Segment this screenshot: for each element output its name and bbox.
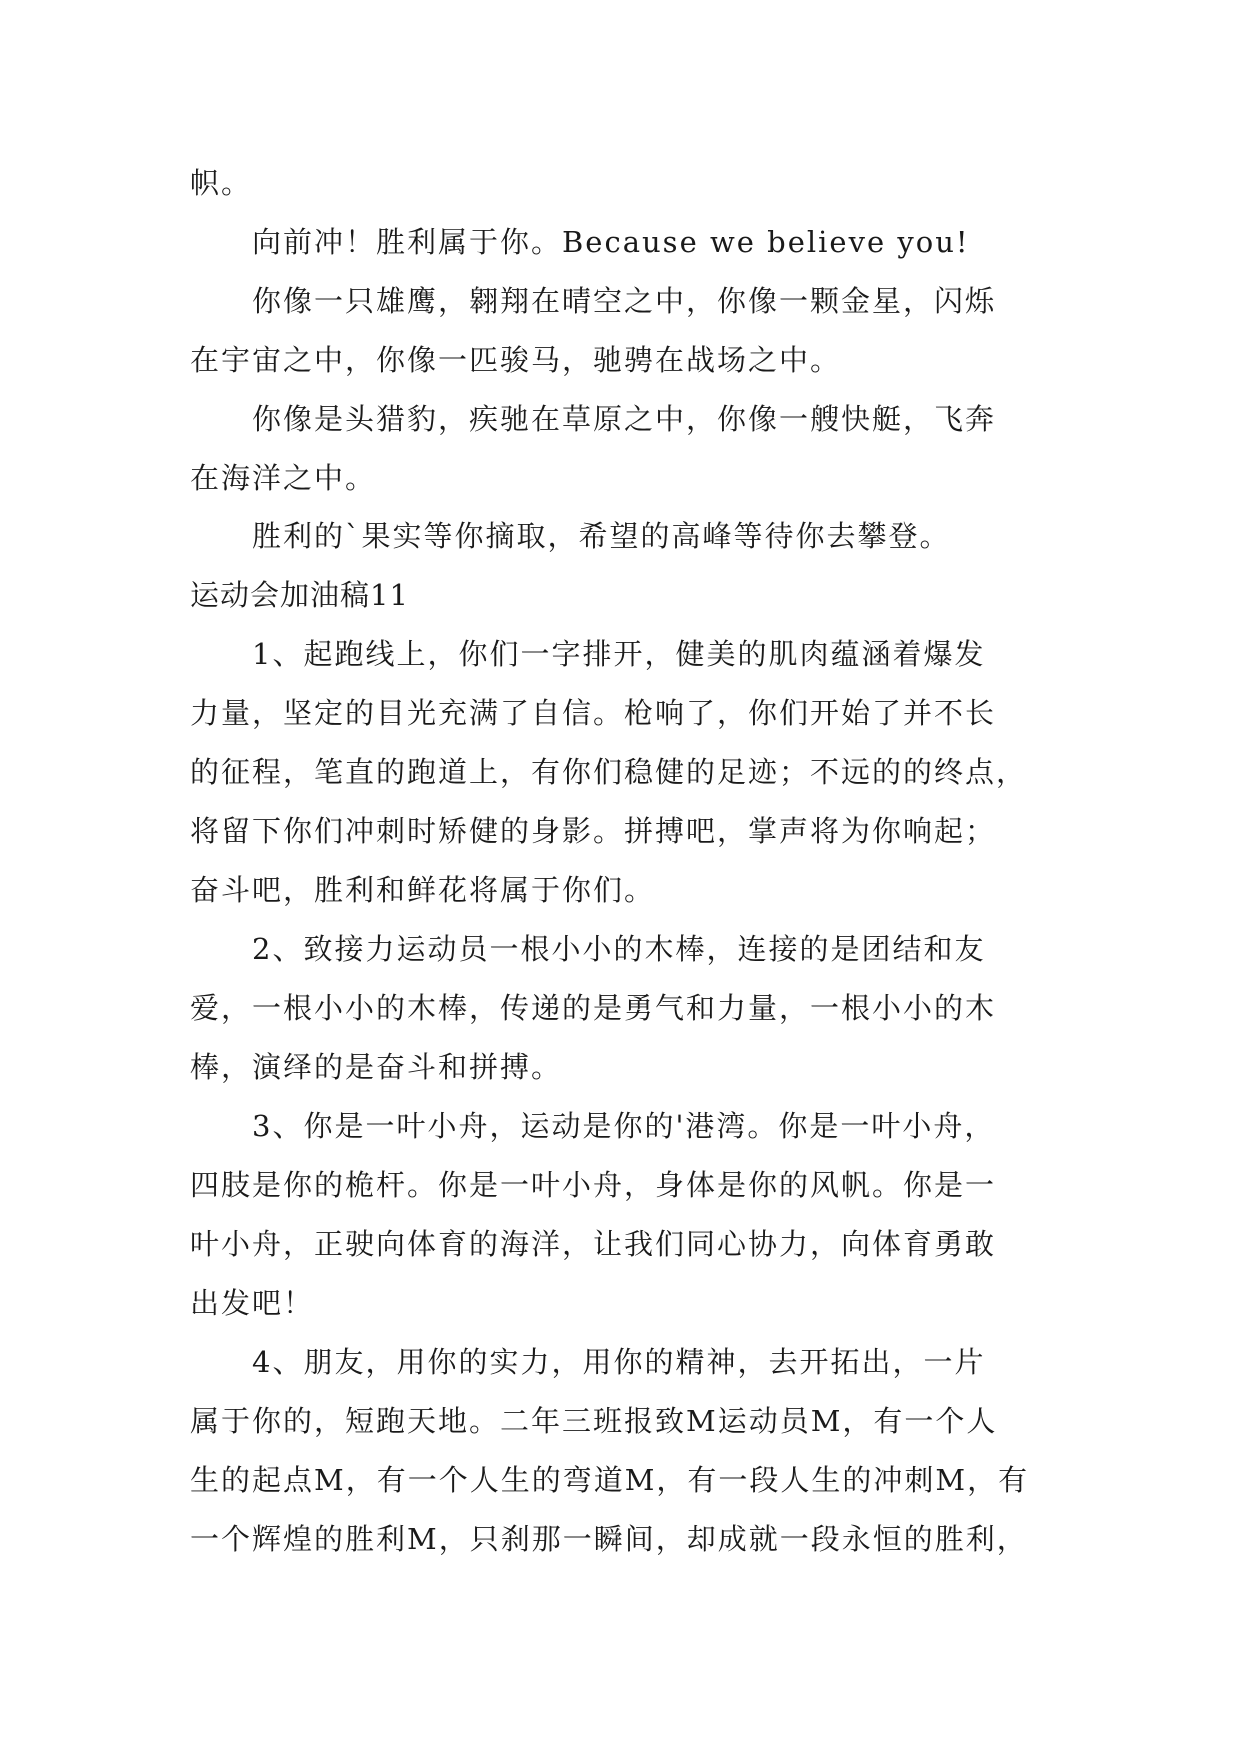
text-line: 叶小舟，正驶向体育的海洋，让我们同心协力，向体育勇敢: [190, 1227, 997, 1261]
text-line: 2、致接力运动员一根小小的木棒，连接的是团结和友: [252, 932, 986, 966]
text-line: 胜利的`果实等你摘取，希望的高峰等待你去攀登。: [252, 519, 951, 553]
text-line: 向前冲！胜利属于你。Because we believe you!: [252, 225, 970, 259]
text-line: 3、你是一叶小舟，运动是你的'港湾。你是一叶小舟，: [252, 1109, 996, 1143]
text-line: 四肢是你的桅杆。你是一叶小舟，身体是你的风帆。你是一: [190, 1168, 997, 1202]
text-line: 1、起跑线上，你们一字排开，健美的肌肉蕴涵着爆发: [252, 637, 986, 671]
section-heading: 运动会加油稿11: [190, 578, 409, 612]
text-line: 生的起点M，有一个人生的弯道M，有一段人生的冲刺M，有: [190, 1463, 1030, 1497]
text-line: 奋斗吧，胜利和鲜花将属于你们。: [190, 873, 656, 907]
text-line: 棒，演绎的是奋斗和拼搏。: [190, 1050, 563, 1084]
text-line: 4、朋友，用你的实力，用你的精神，去开拓出，一片: [252, 1345, 986, 1379]
text-line: 力量，坚定的目光充满了自信。枪响了，你们开始了并不长: [190, 696, 997, 730]
text-line: 在海洋之中。: [190, 461, 377, 495]
text-line: 爱，一根小小的木棒，传递的是勇气和力量，一根小小的木: [190, 991, 997, 1025]
text-line: 帜。: [190, 166, 253, 200]
text-line: 属于你的，短跑天地。二年三班报致M运动员M，有一个人: [190, 1404, 998, 1438]
text-line: 出发吧！: [190, 1286, 315, 1320]
text-line: 你像是头猎豹，疾驰在草原之中，你像一艘快艇，飞奔: [252, 402, 997, 436]
text-line: 将留下你们冲刺时矫健的身影。拼搏吧，掌声将为你响起；: [190, 814, 997, 848]
text-line: 的征程，笔直的跑道上，有你们稳健的足迹；不远的的终点，: [190, 755, 1028, 789]
text-line: 你像一只雄鹰，翱翔在晴空之中，你像一颗金星，闪烁: [252, 284, 997, 318]
text-line: 一个辉煌的胜利M，只刹那一瞬间，却成就一段永恒的胜利，: [190, 1522, 1028, 1556]
text-line: 在宇宙之中，你像一匹骏马，驰骋在战场之中。: [190, 343, 842, 377]
